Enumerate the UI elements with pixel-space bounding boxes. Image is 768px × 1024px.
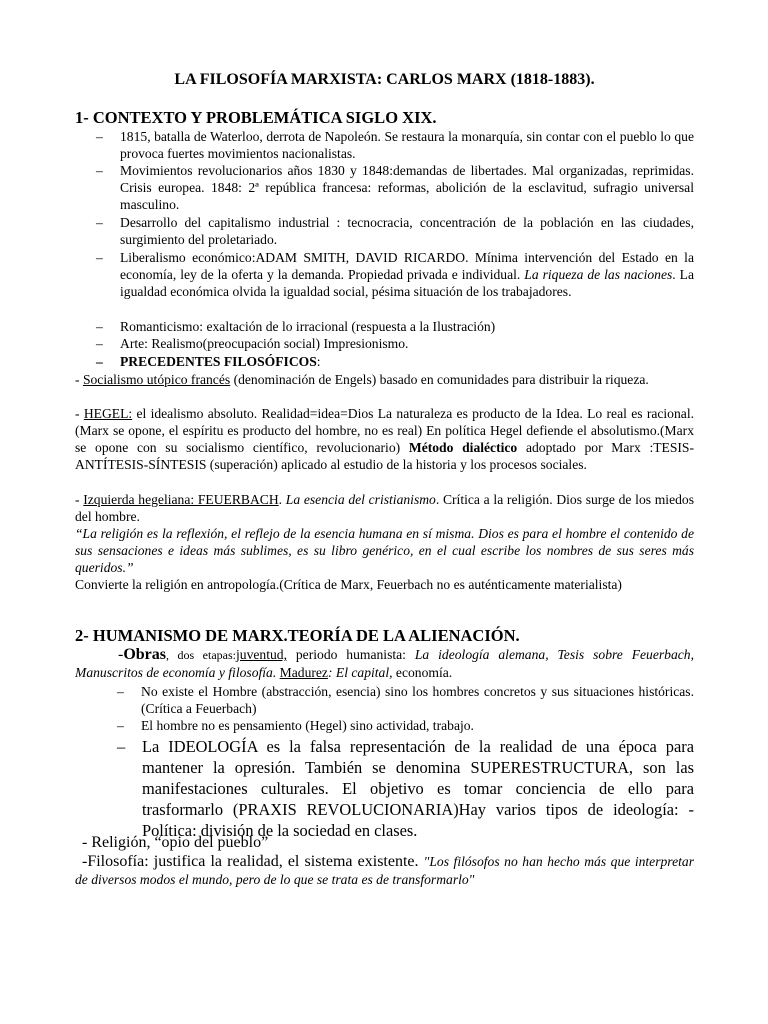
dash-bullet: – — [96, 319, 103, 334]
philosophy-quote: "Los filósofos no han hecho más que interpretar de diversos modos el mundo, pero de lo que se trata es de transformarlo" — [75, 854, 694, 887]
dash-bullet: – — [96, 129, 103, 144]
paragraph-works — [75, 646, 694, 681]
book-title: La esencia del cristianismo — [285, 492, 436, 507]
list-item-text: No existe el Hombre (abstracción, esencia) sino los hombres concretos y sus situaciones históricas. (Crítica a Feuerbach) — [141, 684, 694, 716]
paragraph-rest: . Crítica a la religión. Dios surge de los miedos del hombre. — [75, 492, 695, 524]
list-item — [96, 162, 694, 213]
document-title: LA FILOSOFÍA MARXISTA: CARLOS MARX (1818-1883). — [174, 71, 595, 88]
paragraph-feuerbach — [75, 491, 694, 525]
quote-text: “La religión es la reflexión, el reflejo de la esencia humana en sí misma. Dios es para el hombre el contenido de sus sensaciones e ideas más sublimes, es su libro genérico, en el cual escribe los nombres de sus seres más queridos.” — [75, 526, 694, 575]
dash-bullet: – — [96, 336, 103, 351]
philosophy-text: -Filosofía: justifica la realidad, el sistema existente. — [82, 853, 424, 870]
dash-bullet: – — [117, 737, 126, 756]
liberalism-rest: . La igualdad económica olvida la igualdad social, pésima situación de los trabajadores. — [120, 267, 694, 299]
paragraph-text: (denominación de Engels) basado en comunidades para distribuir la riqueza. — [230, 372, 649, 387]
list-item-precedents — [96, 353, 694, 370]
underlined-term: Madurez — [279, 665, 328, 680]
dash-bullet: – — [96, 354, 103, 369]
list-item — [117, 717, 694, 734]
list-item — [96, 128, 694, 162]
dash-bullet: – — [96, 163, 103, 178]
dash: - — [118, 646, 124, 663]
bold-term: Método dialéctico — [408, 440, 518, 455]
dash-bullet: – — [96, 215, 103, 230]
list-item-text: Movimientos revolucionarios años 1830 y 1848:demandas de libertades. Mal organizadas, reprimidas. Crisis europea. 1848: 2ª república francesa: reformas, abolición de la esclavitud, sufragio universal masculino. — [120, 163, 694, 212]
paragraph-socialism — [75, 371, 694, 388]
paragraph-text: economía. — [392, 665, 453, 680]
underlined-term: Izquierda hegeliana: FEUERBACH — [83, 492, 279, 507]
underlined-term: juventud, — [236, 647, 287, 662]
list-item-text: El hombre no es pensamiento (Hegel) sino actividad, trabajo. — [141, 718, 474, 733]
book-title: La riqueza de las naciones — [524, 267, 673, 282]
paragraph-rest: adoptado por Marx :TESIS-ANTÍTESIS-SÍNTESIS (superación) aplicado al estudio de la historia y los procesos sociales. — [75, 440, 695, 472]
prefix: - — [75, 372, 83, 387]
philosophy-paragraph — [75, 853, 694, 889]
dash-bullet: – — [117, 718, 124, 733]
precedents-heading: PRECEDENTES FILOSÓFICOS — [120, 354, 317, 369]
list-item — [96, 318, 694, 335]
dash-bullet: – — [96, 250, 103, 265]
paragraph-text: periodo humanista: — [286, 647, 415, 662]
paragraph-converts: Convierte la religión en antropología.(Crítica de Marx, Feuerbach no es auténticamente materialista) — [75, 577, 622, 592]
underlined-term: HEGEL: — [83, 406, 133, 421]
prefix: - — [75, 492, 84, 507]
bold-term: Obras — [123, 646, 166, 663]
underlined-term: Socialismo utópico francés — [82, 372, 231, 387]
prefix: - — [75, 406, 84, 421]
list-item — [96, 214, 694, 248]
list-item-text: Desarrollo del capitalismo industrial : tecnocracia, concentración de la población en las ciudades, surgimiento del proletariado. — [120, 215, 694, 247]
list-item — [96, 335, 694, 352]
dash-bullet: – — [117, 684, 124, 699]
paragraph-text: , dos etapas: — [166, 648, 236, 662]
list-item-liberalism — [96, 249, 694, 300]
list-item-text: Romanticismo: exaltación de lo irracional (respuesta a la Ilustración) — [120, 319, 496, 334]
works-titles: : El capital, — [327, 665, 393, 680]
religion-line: - Religión, “opio del pueblo” — [82, 834, 269, 851]
list-item-text: La IDEOLOGÍA es la falsa representación de la realidad de una época para mantener la opresión. También se denomina SUPERESTRUCTURA, son las manifestaciones culturales. El objetivo es tomar conciencia de ello para trasformarlo (PRAXIS REVOLUCIONARIA)Hay varios tipos de ideología: - Política: división de la sociedad en clases. — [142, 737, 694, 840]
list-item-text: 1815, batalla de Waterloo, derrota de Napoleón. Se restaura la monarquía, sin contar con el pueblo lo que provoca fuertes movimientos nacionalistas. — [120, 129, 694, 161]
liberalism-text: Liberalismo económico:ADAM SMITH, DAVID RICARDO. Mínima intervención del Estado en la economía, ley de la oferta y la demanda. Propiedad privada e individual. — [120, 250, 694, 282]
paragraph-text: el idealismo absoluto. Realidad=idea=Dios La naturaleza es producto de la Idea. Lo real es racional.(Marx se opone, el espíritu es producto del hombre, no es real) En política Hegel defiende el absolutismo.(Marx se opone con su socialismo científico, revolucionario) — [75, 406, 694, 455]
paragraph-text: . — [278, 492, 286, 507]
list-item-ideology — [117, 736, 694, 841]
list-item-text: Arte: Realismo(preocupación social) Impresionismo. — [120, 336, 409, 351]
colon: : — [316, 354, 321, 369]
section1-heading: 1- CONTEXTO Y PROBLEMÁTICA SIGLO XIX. — [75, 108, 437, 127]
quote-feuerbach — [75, 525, 694, 576]
section2-heading: 2- HUMANISMO DE MARX.TEORÍA DE LA ALIENACIÓN. — [75, 626, 520, 645]
works-titles: La ideología alemana, Tesis sobre Feuerbach, Manuscritos de economía y filosofía. — [75, 647, 694, 680]
paragraph-hegel — [75, 405, 694, 473]
list-item — [117, 683, 694, 717]
